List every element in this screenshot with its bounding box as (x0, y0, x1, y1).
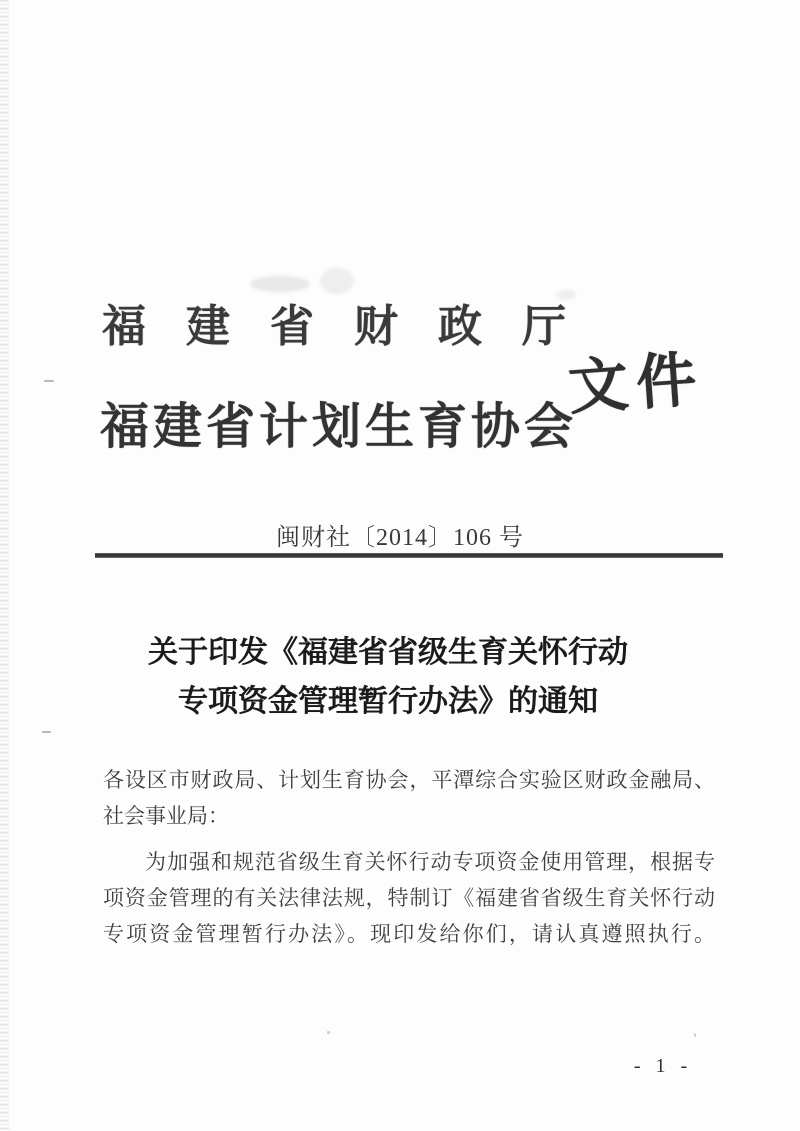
document-title (0, 628, 776, 726)
body-paragraph-line: 项资金管理的有关法律法规，特制订《福建省省级生育关怀行动 (103, 886, 715, 910)
issuing-org-name-finance-dept: 福建省财政厅 (102, 302, 606, 351)
document-body (103, 762, 715, 952)
scan-speck (694, 1033, 696, 1037)
scan-speck (44, 380, 54, 382)
scanner-edge-noise (0, 0, 9, 1131)
salutation-line: 社会事业局： (103, 804, 229, 828)
scan-speck (327, 1031, 330, 1034)
paragraph-spacer (103, 834, 715, 844)
document-title-line-1: 关于印发《福建省省级生育关怀行动 (148, 636, 628, 669)
issuing-org-name-family-planning-assoc: 福建省计划生育协会 (100, 399, 578, 454)
letterhead-divider-rule (95, 553, 723, 558)
salutation-line: 各设区市财政局、计划生育协会，平潭综合实验区财政金融局、 (103, 768, 715, 792)
body-paragraph-line: 专项资金管理暂行办法》。现印发给你们，请认真遵照执行。 (103, 922, 715, 946)
body-paragraph-line: 为加强和规范省级生育关怀行动专项资金使用管理，根据专 (145, 850, 715, 874)
document-title-line-2: 专项资金管理暂行办法》的通知 (178, 685, 598, 718)
document-type-label: 文件 (566, 346, 707, 422)
scan-speck (42, 731, 51, 733)
document-reference-number: 闽财社〔2014〕106 号 (276, 525, 524, 551)
page-number: - 1 - (633, 1055, 693, 1077)
